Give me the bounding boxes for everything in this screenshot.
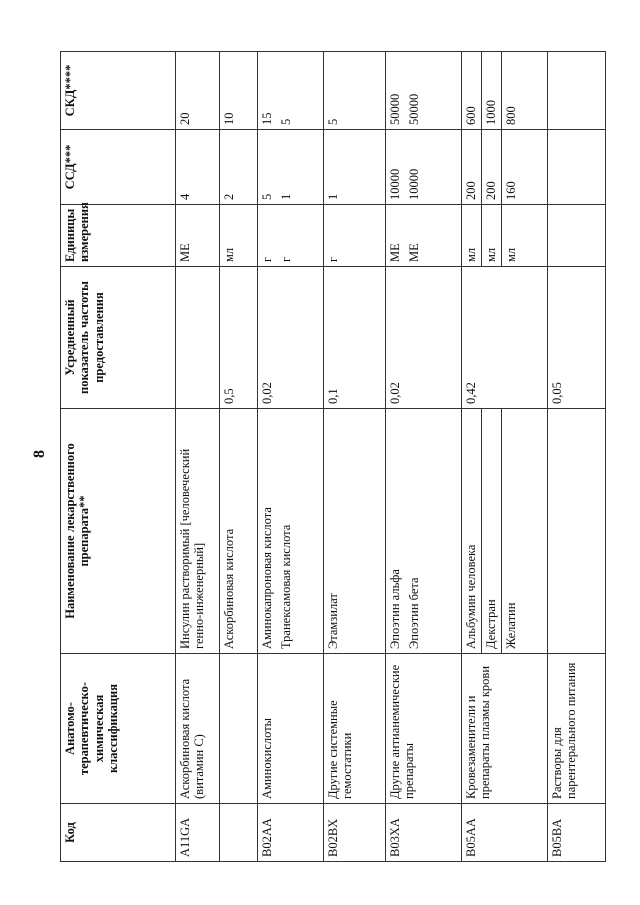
cell-atc: Аскорбиновая кислота (витамин С) bbox=[176, 654, 220, 804]
cell-unit bbox=[220, 205, 258, 267]
cell-unit bbox=[548, 205, 606, 267]
cell-freq: 0,5 bbox=[220, 267, 258, 409]
cell-atc: Другие системные гемостатики bbox=[324, 654, 386, 804]
cell-freq bbox=[176, 267, 220, 409]
table-row bbox=[462, 52, 548, 862]
cell-ssd-item: 4 bbox=[178, 193, 192, 200]
cell-ssd bbox=[548, 130, 606, 205]
cell-unit-item: мл bbox=[222, 247, 236, 262]
table-row bbox=[324, 52, 386, 862]
cell-drug-item: Альбумин человека bbox=[464, 544, 478, 649]
cell-code: A11GA bbox=[176, 804, 220, 862]
cell-skd-item: 10 bbox=[222, 112, 236, 125]
cell-ssd-item: 200 bbox=[464, 181, 478, 200]
cell-skd bbox=[176, 52, 220, 130]
cell-drug bbox=[324, 409, 386, 654]
cell-atc: Растворы для парентерального питания bbox=[548, 654, 606, 804]
cell-drug-item: Аскорбиновая кислота bbox=[222, 528, 236, 649]
cell-unit-item: МЕ bbox=[388, 243, 402, 262]
cell-ssd bbox=[220, 130, 258, 205]
header-code: Код bbox=[61, 804, 176, 862]
cell-ssd-item: 10000 bbox=[407, 168, 421, 200]
cell-ssd bbox=[176, 130, 220, 205]
cell-drug-item: Эпоэтин альфа bbox=[388, 569, 402, 649]
cell-drug-item: Декстран bbox=[481, 409, 501, 653]
cell-ssd bbox=[462, 130, 548, 205]
cell-unit bbox=[258, 205, 324, 267]
cell-ssd bbox=[386, 130, 462, 205]
table-header-row bbox=[61, 52, 176, 862]
cell-unit bbox=[324, 205, 386, 267]
cell-skd-item: 50000 bbox=[407, 93, 421, 125]
cell-freq: 0,05 bbox=[548, 267, 606, 409]
cell-unit-item: МЕ bbox=[407, 243, 421, 262]
rotated-table-container bbox=[60, 52, 605, 862]
cell-drug-item: Инсулин растворимый [человеческий генно-инженерный] bbox=[178, 448, 207, 649]
cell-skd bbox=[258, 52, 324, 130]
cell-unit-item: г bbox=[279, 256, 293, 262]
cell-unit-item: мл bbox=[501, 205, 521, 266]
cell-skd-item: 15 bbox=[260, 112, 274, 125]
cell-atc: Кровезаменители и препараты плазмы крови bbox=[462, 654, 548, 804]
cell-unit bbox=[386, 205, 462, 267]
cell-skd bbox=[548, 52, 606, 130]
cell-unit-item: г bbox=[326, 256, 340, 262]
header-unit: Единицы измерения bbox=[61, 205, 176, 267]
cell-freq: 0,02 bbox=[258, 267, 324, 409]
cell-drug bbox=[258, 409, 324, 654]
cell-atc: Аминокислоты bbox=[258, 654, 324, 804]
cell-drug bbox=[462, 409, 548, 654]
table-row bbox=[258, 52, 324, 862]
cell-ssd-item: 10000 bbox=[388, 168, 402, 200]
cell-skd-item: 50000 bbox=[388, 93, 402, 125]
header-skd: СКД**** bbox=[61, 52, 176, 130]
cell-unit-item: МЕ bbox=[178, 243, 192, 262]
table-row bbox=[548, 52, 606, 862]
cell-ssd-item: 200 bbox=[481, 130, 501, 204]
cell-code: B05BA bbox=[548, 804, 606, 862]
cell-drug bbox=[220, 409, 258, 654]
cell-ssd-item: 160 bbox=[501, 130, 521, 204]
cell-drug-item: Этамзилат bbox=[326, 593, 340, 649]
cell-unit-item: мл bbox=[464, 247, 478, 262]
table-row bbox=[220, 52, 258, 862]
cell-atc: Другие антианемические препараты bbox=[386, 654, 462, 804]
cell-code: B02BX bbox=[324, 804, 386, 862]
cell-skd-item: 5 bbox=[279, 118, 293, 125]
cell-skd bbox=[462, 52, 548, 130]
cell-code: B03XA bbox=[386, 804, 462, 862]
cell-code bbox=[220, 804, 258, 862]
cell-ssd-item: 2 bbox=[222, 193, 236, 200]
cell-drug bbox=[176, 409, 220, 654]
cell-drug-item: Аминокапроновая кислота bbox=[260, 507, 274, 649]
header-freq: Усредненный показатель частоты предоставления bbox=[61, 267, 176, 409]
cell-skd bbox=[386, 52, 462, 130]
cell-code: B02AA bbox=[258, 804, 324, 862]
header-drug: Наименование лекарственного препарата** bbox=[61, 409, 176, 654]
table-row bbox=[176, 52, 220, 862]
cell-skd-item: 600 bbox=[464, 106, 478, 125]
cell-skd-item: 1000 bbox=[481, 52, 501, 129]
cell-ssd-item: 1 bbox=[279, 193, 293, 200]
table-row bbox=[386, 52, 462, 862]
header-ssd: ССД*** bbox=[61, 130, 176, 205]
cell-ssd-item: 1 bbox=[326, 193, 340, 200]
cell-unit-item: мл bbox=[481, 205, 501, 266]
cell-freq: 0,02 bbox=[386, 267, 462, 409]
cell-ssd bbox=[324, 130, 386, 205]
cell-drug bbox=[386, 409, 462, 654]
cell-skd bbox=[324, 52, 386, 130]
cell-atc bbox=[220, 654, 258, 804]
cell-freq: 0,42 bbox=[462, 267, 548, 409]
cell-skd bbox=[220, 52, 258, 130]
cell-unit bbox=[176, 205, 220, 267]
cell-drug bbox=[548, 409, 606, 654]
cell-skd-item: 5 bbox=[326, 118, 340, 125]
cell-drug-item: Транексамовая кислота bbox=[279, 524, 293, 649]
drug-table bbox=[60, 51, 606, 862]
cell-freq: 0,1 bbox=[324, 267, 386, 409]
cell-drug-item: Желатин bbox=[501, 409, 521, 653]
cell-drug-item: Эпоэтин бета bbox=[407, 577, 421, 649]
page-number: 8 bbox=[31, 450, 48, 458]
cell-ssd bbox=[258, 130, 324, 205]
cell-code: B05AA bbox=[462, 804, 548, 862]
cell-unit-item: г bbox=[260, 256, 274, 262]
cell-skd-item: 800 bbox=[501, 52, 521, 129]
cell-skd-item: 20 bbox=[178, 112, 192, 125]
cell-unit bbox=[462, 205, 548, 267]
cell-ssd-item: 5 bbox=[260, 193, 274, 200]
header-atc: Анатомо-терапевтическо-химическая классификация bbox=[61, 654, 176, 804]
